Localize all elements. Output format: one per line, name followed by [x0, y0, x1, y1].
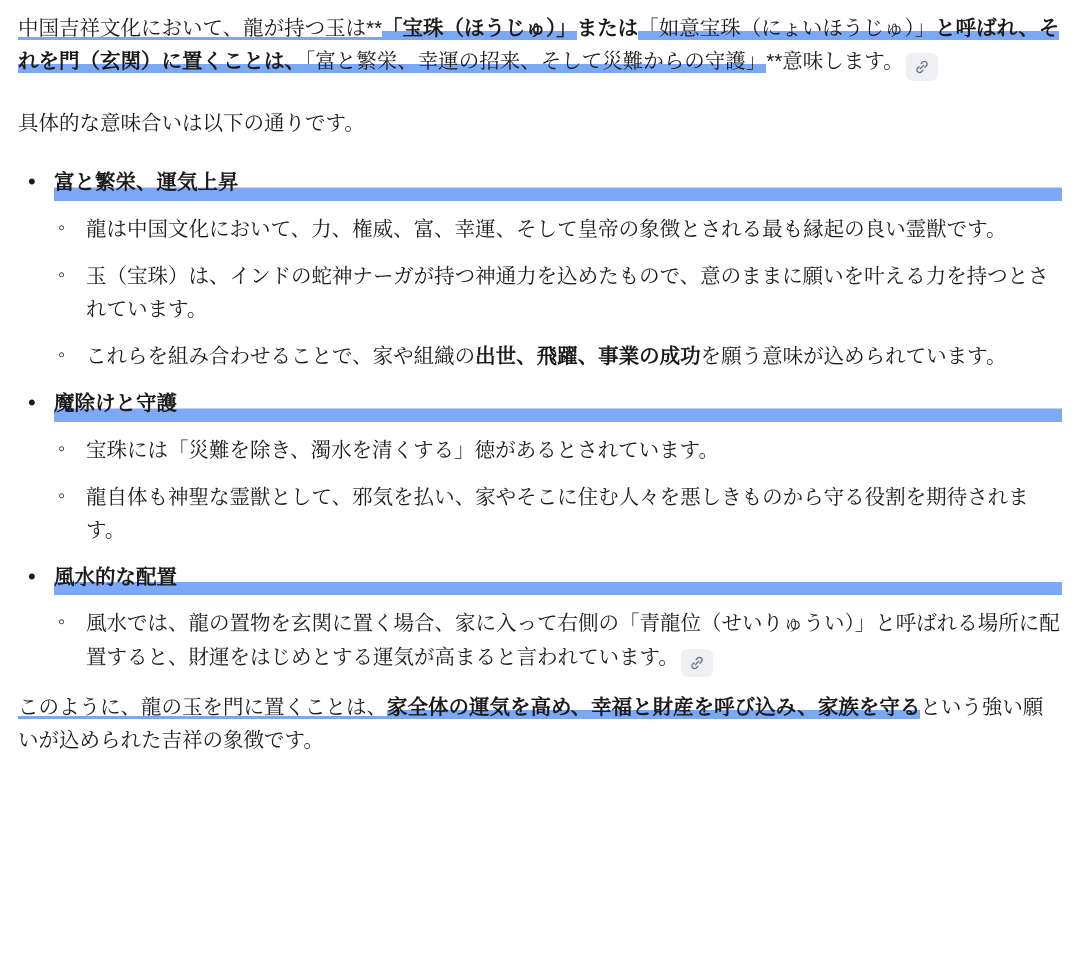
intro-paragraph: [18, 12, 1062, 81]
section-heading: • 魔除けと守護: [54, 387, 1062, 421]
list-item: [18, 561, 1062, 676]
list-item: [54, 481, 1062, 547]
intro-segment-4-highlighted: 「如意宝珠（にょいほうじゅ）」: [638, 17, 936, 40]
intro-segment-3-bold: または: [576, 17, 639, 40]
intro-segment-5-highlighted: と呼ばれ、それを門（玄関）に置くことは、: [18, 17, 1060, 74]
spacer: [18, 140, 1062, 166]
link-icon[interactable]: [681, 649, 713, 677]
bullet-text: これらを組み合わせることで、家や組織の: [86, 345, 476, 369]
bullet-text: 龍は中国文化において、力、権威、富、幸運、そして皇帝の象徴とされる最も縁起の良い霊獣です。: [86, 217, 1007, 241]
lead-paragraph: 具体的な意味合いは以下の通りです。: [18, 112, 365, 136]
section-heading: • 富と繁栄、運気上昇: [54, 166, 1062, 200]
list-item: [54, 434, 1062, 467]
list-item: [18, 166, 1062, 373]
list-item: [18, 387, 1062, 547]
list-item: [54, 213, 1062, 246]
conclusion-paragraph: [18, 691, 1062, 757]
intro-segment-2-highlighted: 「宝珠（ほうじゅ）」: [382, 17, 577, 40]
spacer: [18, 81, 1062, 107]
bullet-text: 宝珠には「災難を除き、濁水を清くする」徳があるとされています。: [86, 438, 720, 462]
bullet-text: を願う意味が込められています。: [700, 345, 1007, 369]
conclusion-segment-3: という強い願いが込められた吉祥の象徴です。: [18, 695, 1044, 752]
sub-list: [54, 213, 1062, 374]
sub-list: [54, 607, 1062, 676]
intro-segment-6-highlighted: 「富と繁栄、幸運の招来、そして災難からの守護」: [305, 50, 767, 74]
list-item: [54, 260, 1062, 326]
intro-segment-7: **意味します。: [766, 50, 904, 74]
bullet-text: 風水では、龍の置物を玄関に置く場合、家に入って右側の「青龍位（せいりゅうい）」と呼ばれる場所に配置すると、財運をはじめとする運気が高まると言われています。: [86, 612, 1060, 669]
section-list: [18, 166, 1062, 676]
section-heading: • 風水的な配置: [54, 561, 1062, 595]
bullet-text-bold: 出世、飛躍、事業の成功: [475, 345, 701, 369]
conclusion-segment-1: このように、龍の玉を門に置くことは、: [18, 695, 387, 719]
list-item: [54, 340, 1062, 373]
bullet-text: 龍自体も神聖な霊獣として、邪気を払い、家やそこに住む人々を悪しきものから守る役割を期待されます。: [86, 485, 1029, 543]
link-icon[interactable]: [906, 53, 938, 81]
bullet-text: 玉（宝珠）は、インドの蛇神ナーガが持つ神通力を込めたもので、意のままに願いを叶える力を持つとされています。: [86, 264, 1049, 322]
sub-list: [54, 434, 1062, 548]
intro-segment-1: 中国吉祥文化において、龍が持つ玉は**: [18, 17, 383, 40]
list-item: [54, 607, 1062, 676]
conclusion-segment-2-highlighted: 家全体の運気を高め、幸福と財産を呼び込み、家族を守る: [387, 695, 921, 719]
